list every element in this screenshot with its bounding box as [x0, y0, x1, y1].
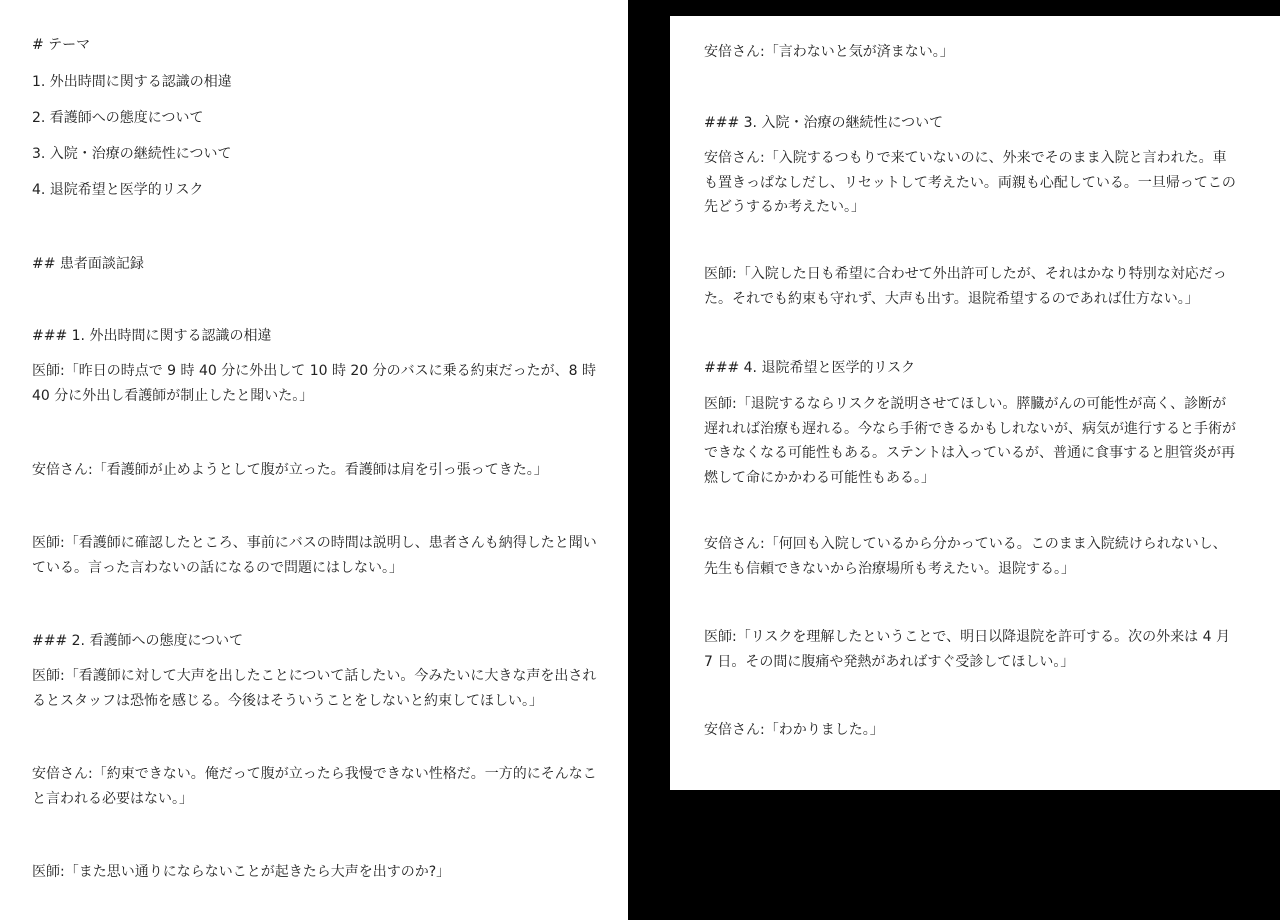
theme-item-2: 2. 看護師への態度について: [32, 110, 204, 126]
section2-heading: ### 2. 看護師への態度について: [32, 633, 244, 649]
section4-heading: ### 4. 退院希望と医学的リスク: [704, 360, 916, 376]
theme-heading: # テーマ: [32, 37, 91, 53]
dialogue-patient: 安倍さん:「何回も入院しているから分かっている。このまま入院続けられないし、先生も信頼できないから治療場所も考えたい。退院する。」: [704, 536, 1227, 577]
dialogue-patient: 安倍さん:「入院するつもりで来ていないのに、外来でそのまま入院と言われた。車も置きっぱなしだし、リセットして考えたい。両親も心配している。一旦帰ってこの先どうするか考えたい。」: [704, 150, 1236, 215]
theme-item-4: 4. 退院希望と医学的リスク: [32, 182, 204, 198]
dialogue-doctor: 医師:「看護師に確認したところ、事前にバスの時間は説明し、患者さんも納得したと聞いている。言った言わないの話になるので問題にはしない。」: [32, 535, 597, 576]
section3-heading: ### 3. 入院・治療の継続性について: [704, 115, 944, 131]
dialogue-doctor: 医師:「入院した日も希望に合わせて外出許可したが、それはかなり特別な対応だった。それでも約束も守れず、大声も出す。退院希望するのであれば仕方ない。」: [704, 266, 1227, 307]
dialogue-doctor: 医師:「また思い通りにならないことが起きたら大声を出すのか?」: [32, 864, 451, 880]
dialogue-doctor: 医師:「リスクを理解したということで、明日以降退院を許可する。次の外来は 4 月 7 日。その間に腹痛や発熱があればすぐ受診してほしい。」: [704, 629, 1230, 670]
section1-heading: ### 1. 外出時間に関する認識の相違: [32, 328, 272, 344]
dialogue-doctor: 医師:「退院するならリスクを説明させてほしい。膵臓がんの可能性が高く、診断が遅れれば治療も遅れる。今なら手術できるかもしれないが、病気が進行すると手術ができなくなる可能性もある。ステントは入っているが、普通に食事すると胆管炎が再燃して命にかかわる可能性もある。」: [704, 396, 1236, 486]
theme-item-3: 3. 入院・治療の継続性について: [32, 146, 232, 162]
dialogue-patient: 安倍さん:「約束できない。俺だって腹が立ったら我慢できない性格だ。一方的にそんなこと言われる必要はない。」: [32, 766, 597, 807]
dialogue-patient: 安倍さん:「看護師が止めようとして腹が立った。看護師は肩を引っ張ってきた。」: [32, 462, 548, 478]
record-heading: ## 患者面談記録: [32, 256, 144, 272]
theme-item-1: 1. 外出時間に関する認識の相違: [32, 74, 232, 90]
dialogue-patient: 安倍さん:「わかりました。」: [704, 722, 884, 738]
document-page-left: [0, 0, 628, 920]
dialogue-patient: 安倍さん:「言わないと気が済まない。」: [704, 44, 954, 60]
document-page-right: [670, 16, 1280, 790]
dialogue-doctor: 医師:「看護師に対して大声を出したことについて話したい。今みたいに大きな声を出されるとスタッフは恐怖を感じる。今後はそういうことをしないと約束してほしい。」: [32, 668, 597, 709]
dialogue-doctor: 医師:「昨日の時点で 9 時 40 分に外出して 10 時 20 分のバスに乗る約束だったが、8 時 40 分に外出し看護師が制止したと聞いた。」: [32, 363, 597, 404]
